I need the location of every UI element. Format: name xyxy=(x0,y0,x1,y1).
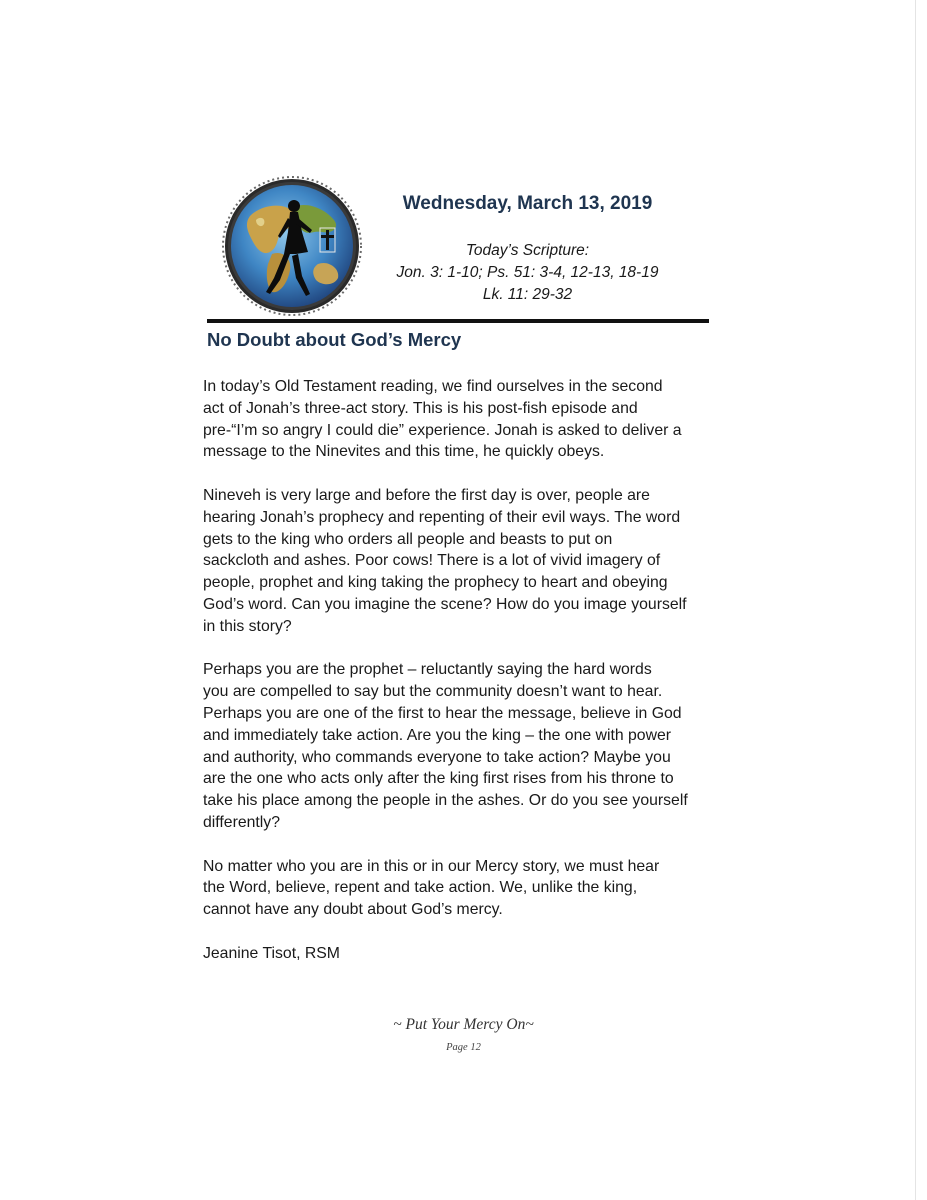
article-title: No Doubt about God’s Mercy xyxy=(207,329,462,350)
paragraph-1: In today’s Old Testament reading, we find ourselves in the second act of Jonah’s three-act story. This is his post-fish episode and pre-“I’m so angry I could die” experience. Jonah is asked to deliver a message to the Ninevites and this time, he quickly obeys. xyxy=(203,378,682,461)
scripture-reading-line-1: Jon. 3: 1-10; Ps. 51: 3-4, 12-13, 18-19 xyxy=(396,264,659,281)
header-divider xyxy=(207,319,709,323)
scripture-block xyxy=(360,240,695,306)
page-edge-shadow xyxy=(915,0,916,1200)
article-body xyxy=(203,376,723,986)
scripture-label: Today’s Scripture: xyxy=(465,242,590,259)
paragraph-4: No matter who you are in this or in our Mercy story, we must hear the Word, believe, repent and take action. We, unlike the king, cannot have any doubt about God’s mercy. xyxy=(203,857,660,919)
page-date: Wednesday, March 13, 2019 xyxy=(402,193,653,214)
scripture-reading-line-2: Lk. 11: 29-32 xyxy=(482,286,573,303)
author-signature: Jeanine Tisot, RSM xyxy=(203,944,340,962)
paragraph-2: Nineveh is very large and before the first day is over, people are hearing Jonah’s prophecy and repenting of their evil ways. The word gets to the king who orders all people and beasts to put on sackcloth and ashes. Poor cows! There is a lot of vivid imagery of people, prophet and king taking the prophecy to heart and obeying God’s word. Can you imagine the scene? How do you image yourself in this story? xyxy=(203,486,687,635)
globe-walking-figure-cross-icon xyxy=(222,176,362,316)
page-number: Page 12 xyxy=(446,1042,481,1053)
footer-motto: ~ Put Your Mercy On~ xyxy=(393,1016,534,1033)
paragraph-3: Perhaps you are the prophet – reluctantly saying the hard words you are compelled to say but the community doesn’t want to hear. Perhaps you are one of the first to hear the message, believe in God and immediately take action. Are you the king – the one with power and authority, who commands everyone to take action? Maybe you are the one who acts only after the king first rises from his throne to take his place among the people in the ashes. Or do you see yourself differently? xyxy=(203,661,688,831)
